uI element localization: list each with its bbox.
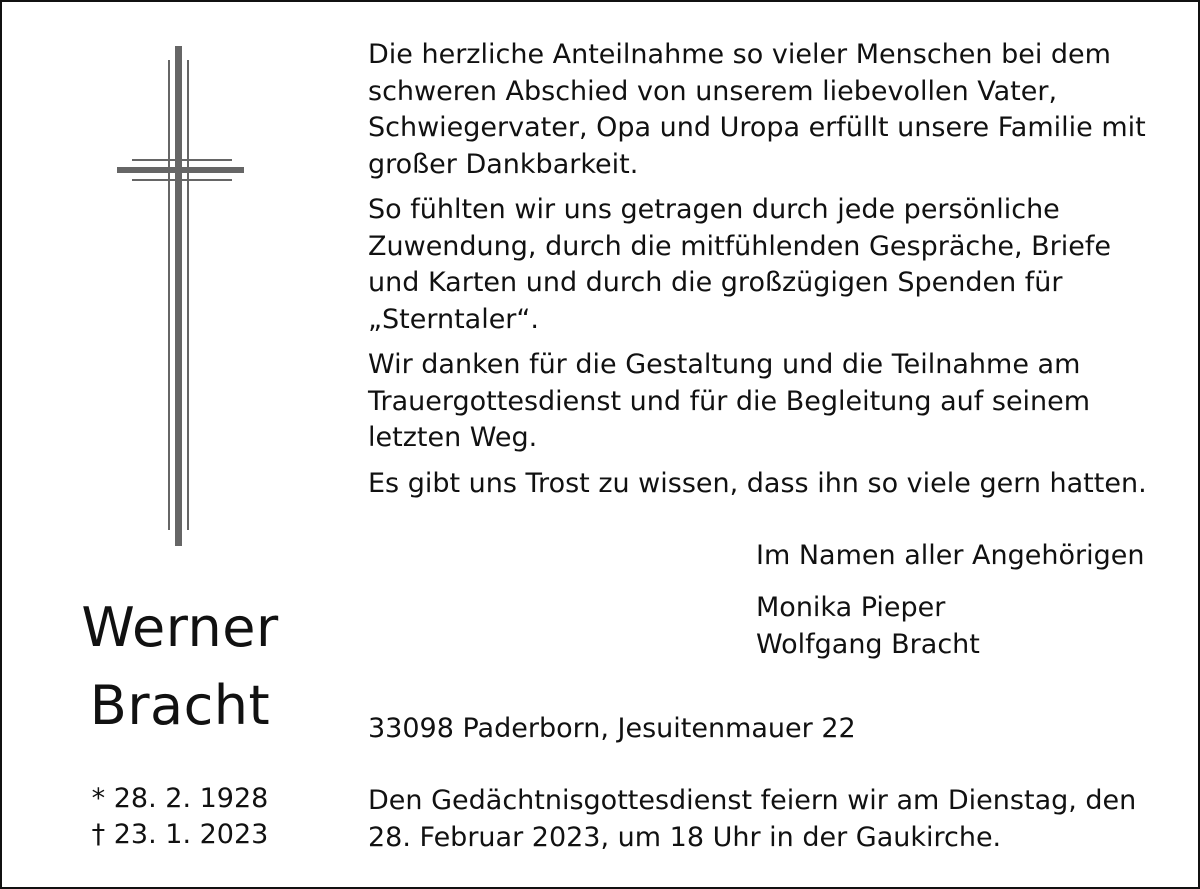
- message-paragraph-4: Es gibt uns Trost zu wissen, dass ihn so viele gern hatten.: [368, 467, 1147, 499]
- first-name: Werner: [81, 596, 279, 659]
- signatory-name: Monika Pieper: [756, 592, 946, 623]
- message-paragraph-3: Wir danken für die Gestaltung und die Teilnahme am Trauergottesdienst und für die Begleitung auf seinem letzten Weg.: [368, 349, 1091, 453]
- thank-you-message: [368, 37, 1168, 511]
- signatory-names: [756, 590, 1176, 663]
- cross-icon: [112, 46, 252, 551]
- memorial-service-notice: Den Gedächtnisgottesdienst feiern wir am Dienstag, den 28. Februar 2023, um 18 Uhr in der Gaukirche.: [368, 785, 1137, 853]
- family-address: 33098 Paderborn, Jesuitenmauer 22: [368, 713, 856, 744]
- death-date: † 23. 1. 2023: [91, 819, 269, 850]
- last-name: Bracht: [89, 674, 271, 737]
- message-paragraph-2: So fühlten wir uns getragen durch jede persönliche Zuwendung, durch die mitfühlenden Gespräche, Briefe und Karten und durch die großzügigen Spenden für „Sterntaler“.: [368, 194, 1111, 335]
- message-paragraph-1: Die herzliche Anteilnahme so vieler Menschen bei dem schweren Abschied von unserem liebevollen Vater, Schwiegervater, Opa und Uropa erfüllt unsere Familie mit großer Dankbarkeit.: [368, 39, 1146, 180]
- signatory-name: Wolfgang Bracht: [756, 628, 980, 660]
- birth-date: * 28. 2. 1928: [91, 783, 269, 814]
- closing-intro: Im Namen aller Angehörigen: [756, 540, 1145, 571]
